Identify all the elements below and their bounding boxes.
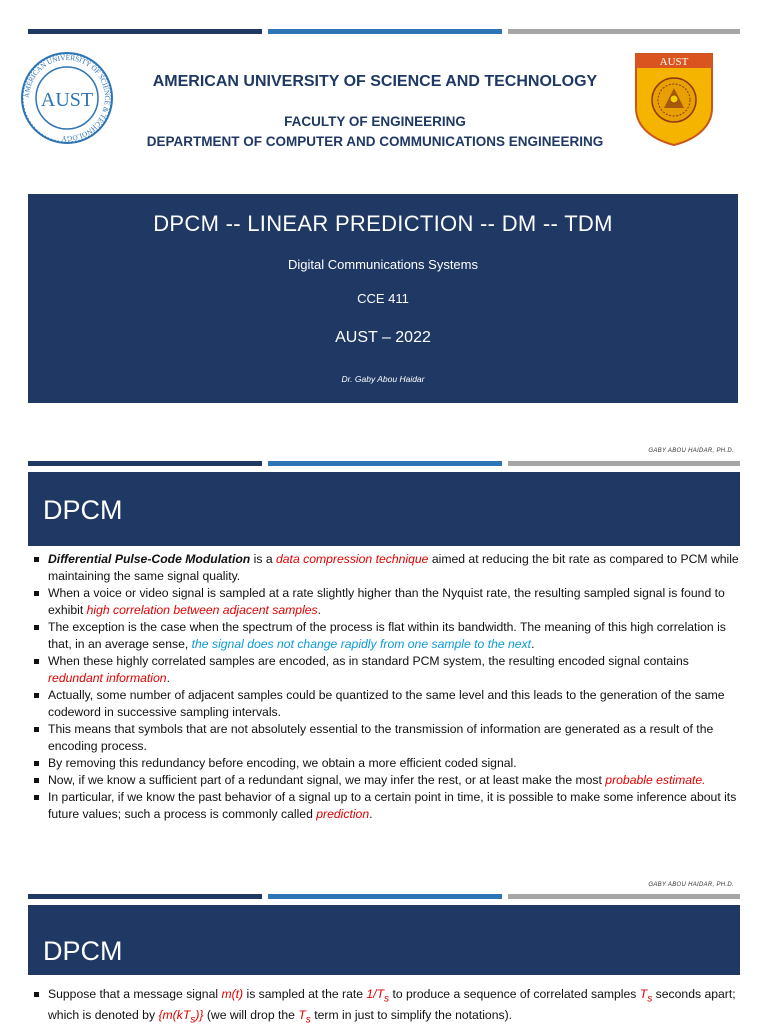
slide2-footer: GABY ABOU HAIDAR, PH.D. (648, 882, 734, 888)
list-item: In particular, if we know the past behavior of a signal up to a certain point in time, it is possible to make some inference about its future values; such a process is commonly called prediction. (30, 789, 740, 823)
faculty-name: FACULTY OF ENGINEERING (284, 114, 466, 129)
slide2-color-bars (28, 461, 740, 466)
author-label: Dr. Gaby Abou Haidar (341, 374, 425, 384)
course-subtitle: Digital Communications Systems (287, 257, 478, 272)
list-item: When these highly correlated samples are encoded, as in standard PCM system, the resulting encoded signal contains redundant information. (30, 653, 740, 687)
navy-bar (28, 894, 262, 899)
gray-bar (508, 894, 740, 899)
slide3-heading: DPCM (43, 936, 123, 966)
year-label: AUST – 2022 (335, 329, 431, 346)
gray-bar (508, 461, 740, 466)
blue-bar (268, 29, 502, 34)
navy-bar (28, 29, 262, 34)
department-name: DEPARTMENT OF COMPUTER AND COMMUNICATIONS ENGINEERING (146, 134, 604, 149)
slide2-heading-bar (28, 472, 740, 546)
list-item: Now, if we know a sufficient part of a redundant signal, we may infer the rest, or at least make the most probable estimate. (30, 772, 740, 789)
slide2-bullet-list (30, 551, 740, 823)
list-item: Differential Pulse-Code Modulation is a data compression technique aimed at reducing the bit rate as compared to PCM while maintaining the same signal quality. (30, 551, 740, 585)
list-item: The exception is the case when the spectrum of the process is flat within its bandwidth. The meaning of this high correlation is that, in an average sense, the signal does not change rapidly from one sample to the next. (30, 619, 740, 653)
presentation-title: DPCM -- LINEAR PREDICTION -- DM -- TDM (153, 211, 613, 236)
slide2-heading: DPCM (43, 495, 123, 525)
seal-center-text: AUST (40, 89, 94, 111)
top-color-bars (28, 29, 740, 34)
blue-bar (268, 894, 502, 899)
course-code: CCE 411 (357, 291, 409, 306)
slide3-bullet-list (30, 986, 740, 1029)
list-item: Suppose that a message signal m(t) is sampled at the rate $1/T_s$ to produce a sequence of correlated samples $T_s$ seconds apart; which is denoted by $\{m(kT_s)\}$ (we will drop the $T_s$ term in just to simplify the notations). (30, 986, 740, 1029)
shield-label: AUST (659, 56, 689, 68)
aust-shield-logo (634, 52, 714, 146)
list-item: When a voice or video signal is sampled at a rate slightly higher than the Nyquist rate, the resulting sampled signal is found to exhibit high correlation between adjacent samples. (30, 585, 740, 619)
slide3-heading-bar (28, 905, 740, 975)
navy-bar (28, 461, 262, 466)
list-item: By removing this redundancy before encoding, we obtain a more efficient coded signal. (30, 755, 740, 772)
list-item: Actually, some number of adjacent samples could be quantized to the same level and this leads to the generation of the same codeword in successive sampling intervals. (30, 687, 740, 721)
seal-ring-text: AMERICAN UNIVERSITY OF SCIENCE & TECHNOLOGY (22, 53, 112, 143)
slide1-footer: GABY ABOU HAIDAR, PH.D. (648, 448, 734, 454)
title-banner (28, 194, 738, 403)
gray-bar (508, 29, 740, 34)
university-name: AMERICAN UNIVERSITY OF SCIENCE AND TECHNOLOGY (152, 73, 598, 90)
blue-bar (268, 461, 502, 466)
aust-seal-logo (16, 52, 118, 144)
list-item: This means that symbols that are not absolutely essential to the transmission of information are generated as a result of the encoding process. (30, 721, 740, 755)
slide3-color-bars (28, 894, 740, 899)
